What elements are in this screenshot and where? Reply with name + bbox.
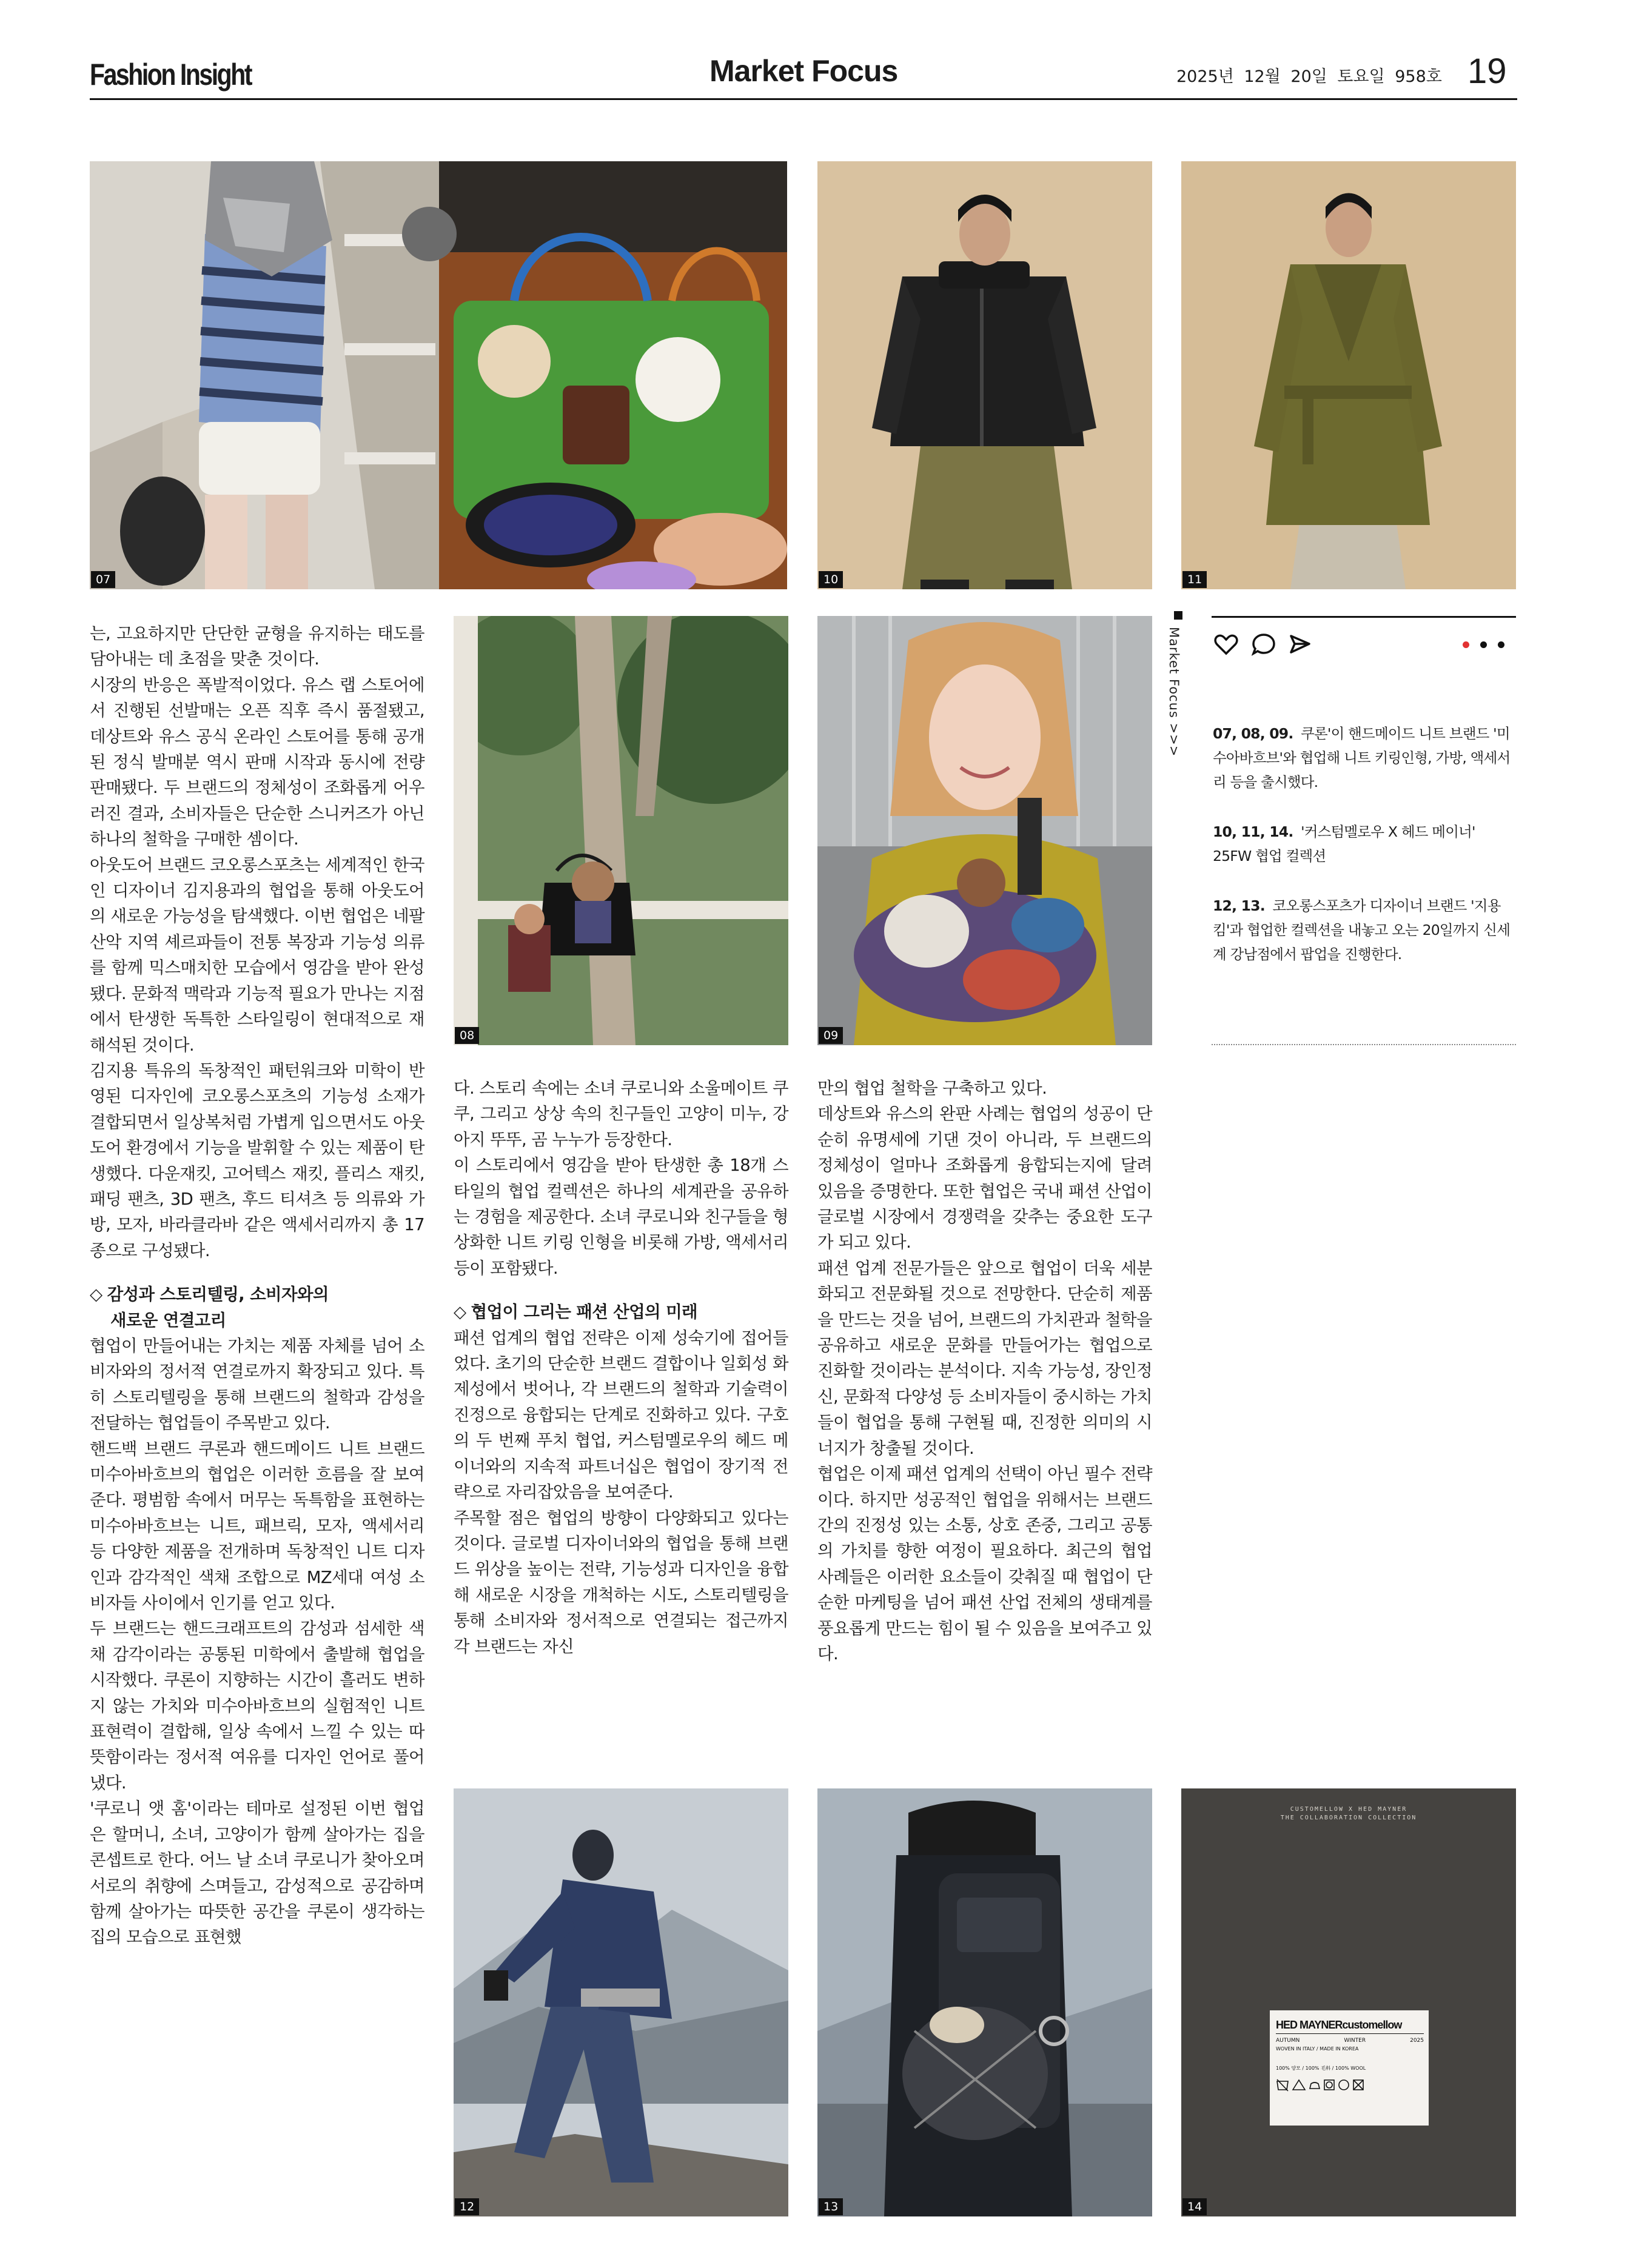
paragraph: 협업이 만들어내는 가치는 제품 자체를 넘어 소비자와의 정서적 연결로까지 확장되고 있다. 특히 스토리텔링을 통해 브랜드의 철학과 감성을 전달하는 협업들이 주목받고 있다.: [90, 1336, 424, 1433]
photo-number: 12: [455, 2198, 479, 2215]
section-title: Market Focus: [709, 54, 898, 88]
diamond-icon: ◇: [454, 1302, 466, 1322]
photo-11: [1181, 161, 1516, 589]
article-column-1: [90, 621, 424, 1950]
caption-list: [1213, 721, 1516, 992]
photo-number: 10: [819, 571, 843, 588]
subheading: [454, 1299, 788, 1325]
photo-10: [817, 161, 1152, 589]
comment-icon[interactable]: [1252, 633, 1276, 658]
label-header-line: THE COLLABORATION COLLECTION: [1280, 1815, 1417, 1821]
paragraph: 김지용 특유의 독창적인 패턴워크와 미학이 반영된 디자인에 코오롱스포츠의 기능성 소재가 결합되면서 일상복처럼 가볍게 입으면서도 아웃도어 환경에서 기능을 발휘할 수 있는 제품이 탄생했다. 다운재킷, 고어텍스 재킷, 플리스 재킷, 패딩 팬츠, 3D 팬츠, 후드 티셔츠 등 의류와 가방, 모자, 바라클라바 같은 액세서리까지 총 17종으로 구성됐다.: [90, 1060, 424, 1260]
subheading-line-2: 새로운 연결고리: [110, 1310, 226, 1330]
photo-12: [454, 1788, 788, 2216]
heart-icon[interactable]: [1214, 634, 1238, 658]
photo-08: [454, 616, 788, 1045]
photo-09: [817, 616, 1152, 1045]
caption-item: [1213, 894, 1516, 966]
photo-14: [1181, 1788, 1516, 2216]
paragraph: 패션 업계의 협업 전략은 이제 성숙기에 접어들었다. 초기의 단순한 브랜드 결합이나 일회성 화제성에서 벗어나, 각 브랜드의 철학과 기술력이 진정으로 융합되는 단계로 진화하고 있다. 구호의 두 번째 푸치 협업, 커스텀멜로우의 헤드 메이너와의 지속적 파트너십은 협업이 장기적 전략으로 자리잡았음을 보여준다.: [454, 1328, 788, 1502]
article-column-3: [817, 1075, 1152, 1667]
caption-text: 쿠론'이 핸드메이드 니트 브랜드 '미수아바흐브'와 협업해 니트 키링인형, 가방, 액세서리 등을 출시했다.: [1213, 725, 1511, 791]
paragraph: 시장의 반응은 폭발적이었다. 유스 랩 스토어에서 진행된 선발매는 오픈 직후 즉시 품절됐고, 데상트와 유스 공식 온라인 스토어를 통해 공개된 정식 발매분 역시 판매 시작과 동시에 전량 판매됐다. 두 브랜드의 정체성이 조화롭게 어우러진 결과, 소비자들은 단순한 스니커즈가 아닌 하나의 철학을 구매한 셈이다.: [90, 675, 424, 849]
photo-13: [817, 1788, 1152, 2216]
paragraph: 다. 스토리 속에는 소녀 쿠로니와 소울메이트 쿠쿠, 그리고 상상 속의 친구들인 고양이 미누, 강아지 뚜뚜, 곰 누누가 등장한다.: [454, 1079, 788, 1149]
label-header: [1181, 1805, 1516, 1822]
masthead: Fashion Insight: [90, 58, 252, 92]
paragraph: 주목할 점은 협업의 방향이 다양화되고 있다는 것이다. 글로벌 디자이너와의 협업을 통해 브랜드 위상을 높이는 전략, 기능성과 디자인을 융합해 새로운 시장을 개척하는 시도, 스토리텔링을 통해 소비자와 정서적으로 연결되는 접근까지 각 브랜드는 자신: [454, 1508, 788, 1656]
issue-date: 2025년 12월 20일 토요일 958호: [1176, 67, 1442, 86]
caption-number: 07, 08, 09.: [1213, 725, 1293, 742]
caption-number: 10, 11, 14.: [1213, 823, 1293, 840]
caption-number: 12, 13.: [1213, 897, 1265, 914]
social-icons: [1214, 633, 1311, 658]
paragraph: '쿠로니 앳 홈'이라는 테마로 설정된 이번 협업은 할머니, 소녀, 고양이가 함께 살아가는 집을 콘셉트로 한다. 어느 날 소녀 쿠로니가 찾아오며 서로의 취향에 스며들고, 감성적으로 공감하며 함께 살아가는 따뜻한 공간을 쿠론이 생각하는 집의 모습으로 표현했: [90, 1799, 424, 1947]
photo-number: 13: [819, 2198, 843, 2215]
label-brand: HED MAYNERcustomellow: [1276, 2019, 1424, 2034]
paragraph: 데상트와 유스의 완판 사례는 협업의 성공이 단순히 유명세에 기댄 것이 아니라, 두 브랜드의 정체성이 얼마나 조화롭게 융합되는지에 달려 있음을 증명한다. 또한 협업은 국내 패션 산업이 글로벌 시장에서 경쟁력을 갖추는 중요한 도구가 되고 있다.: [817, 1104, 1152, 1253]
send-icon[interactable]: [1289, 634, 1311, 658]
subheading-text: 협업이 그리는 패션 산업의 미래: [471, 1302, 698, 1322]
article-column-2: [454, 1075, 788, 1659]
label-origin: WOVEN IN ITALY / MADE IN KOREA: [1276, 2046, 1359, 2052]
paragraph: 패션 업계 전문가들은 앞으로 협업이 더욱 세분화되고 전문화될 것으로 전망한다. 단순히 제품을 만드는 것을 넘어, 브랜드의 가치관과 철학을 공유하고 새로운 문화를 만들어가는 협업으로 진화할 것이라는 분석이다. 지속 가능성, 장인정신, 문화적 다양성 등 소비자들이 중시하는 가치들이 협업을 통해 구현될 때, 진정한 의미의 시너지가 창출될 것이다.: [817, 1258, 1152, 1458]
paragraph: 는, 고요하지만 단단한 균형을 유지하는 태도를 담아내는 데 초점을 맞춘 것이다.: [90, 624, 424, 669]
caption-item: [1213, 820, 1516, 868]
label-season: AUTUMN WINTER 2025: [1276, 2038, 1424, 2044]
care-icons: [1276, 2078, 1424, 2092]
paragraph: 만의 협업 철학을 구축하고 있다.: [817, 1079, 1047, 1098]
paragraph: 아웃도어 브랜드 코오롱스포츠는 세계적인 한국인 디자이너 김지용과의 협업을 통해 아웃도어의 새로운 가능성을 탐색했다. 이번 협업은 네팔 산악 지역 셰르파들이 전통 복장과 기능성 의류를 함께 믹스매치한 모습에서 영감을 받아 완성됐다. 문화적 맥락과 기능적 필요가 만나는 지점에서 탄생한 독특한 스타일링이 현대적으로 재해석된 것이다.: [90, 855, 424, 1055]
photo-number: 11: [1182, 571, 1207, 588]
sidebar-bottom-rule: [1212, 1044, 1516, 1045]
subheading: [90, 1282, 424, 1333]
sidebar-top-rule: [1212, 616, 1516, 618]
subheading-line-1: 감성과 스토리텔링, 소비자와의: [107, 1285, 329, 1305]
dot-active: [1463, 641, 1469, 648]
photo-number: 08: [455, 1027, 479, 1044]
caption-text: '커스텀멜로우 X 헤드 메이너' 25FW 협업 컬렉션: [1213, 823, 1475, 865]
carousel-dots[interactable]: [1463, 641, 1504, 648]
header-rule: [90, 98, 1517, 100]
diamond-icon: ◇: [90, 1285, 102, 1305]
paragraph: 협업은 이제 패션 업계의 선택이 아닌 필수 전략이다. 하지만 성공적인 협업을 위해서는 브랜드 간의 진정성 있는 소통, 상호 존중, 그리고 공통의 가치를 향한 여정이 필요하다. 최근의 협업 사례들은 이러한 요소들이 갖춰질 때 협업이 단순한 마케팅을 넘어 패션 산업 전체의 생태계를 풍요롭게 만드는 힘이 될 수 있음을 보여주고 있다.: [817, 1464, 1152, 1664]
dot: [1498, 641, 1504, 648]
label-fabric: 100% 양모 / 100% 毛料 / 100% WOOL: [1276, 2066, 1366, 2071]
paragraph: 이 스토리에서 영감을 받아 탄생한 총 18개 스타일의 협업 컬렉션은 하나의 세계관을 공유하는 경험을 제공한다. 소녀 쿠로니와 친구들을 형상화한 니트 키링 인형을 비롯해 가방, 액세서리 등이 포함됐다.: [454, 1156, 788, 1278]
paragraph: 핸드백 브랜드 쿠론과 핸드메이드 니트 브랜드 미수아바흐브의 협업은 이러한 흐름을 잘 보여준다. 평범함 속에서 머무는 독특함을 표현하는 미수아바흐브는 니트, 패브릭, 모자, 액세서리 등 다양한 제품을 전개하며 독창적인 니트 디자인과 감각적인 색채 조합으로 MZ세대 여성 소비자들 사이에서 인기를 얻고 있다.: [90, 1439, 424, 1613]
photo-07: [90, 161, 787, 589]
dot: [1480, 641, 1487, 648]
page-number: 19: [1467, 52, 1507, 91]
caption-text: 코오롱스포츠가 디자이너 브랜드 '지용킴'과 협업한 컬렉션을 내놓고 오는 20일까지 신세계 강남점에서 팝업을 진행한다.: [1213, 897, 1511, 963]
photo-number: 09: [819, 1027, 843, 1044]
paragraph: 두 브랜드는 핸드크래프트의 감성과 섬세한 색채 감각이라는 공통된 미학에서 출발해 협업을 시작했다. 쿠론이 지향하는 시간이 흘러도 변하지 않는 가치와 미수아바흐브의 실험적인 니트 표현력이 결합해, 일상 속에서 느낄 수 있는 따뜻함이라는 정서적 여유를 디자인 언어로 풀어냈다.: [90, 1619, 424, 1793]
caption-item: [1213, 721, 1516, 794]
clothing-label: [1276, 2019, 1424, 2092]
label-header-line: CUSTOMELLOW X HED MAYNER: [1290, 1806, 1407, 1813]
sidebar-label: Market Focus >>>: [1167, 627, 1181, 757]
sidebar-marker: [1174, 611, 1182, 620]
photo-number: 14: [1182, 2198, 1207, 2215]
photo-number: 07: [91, 571, 115, 588]
